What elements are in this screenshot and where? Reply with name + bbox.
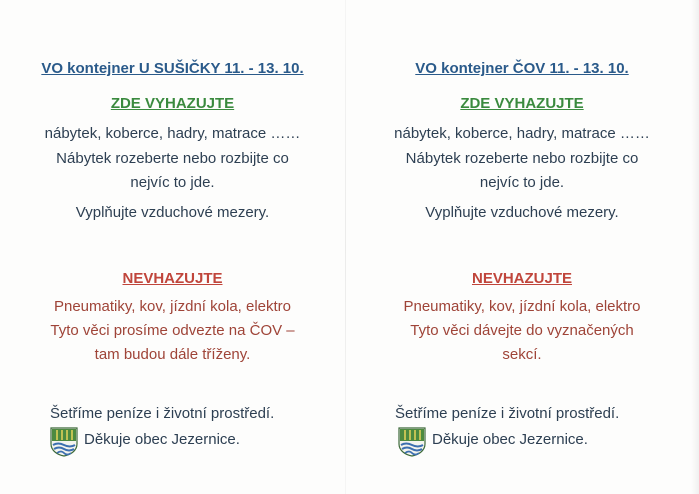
left-no-throw-line: Tyto věci prosíme odvezte na ČOV – [50,322,295,339]
right-throw-heading: ZDE VYHAZUJTE [460,95,584,112]
jezernice-coat-of-arms-icon [398,427,426,457]
right-throw-line: nábytek, koberce, hadry, matrace …… [394,125,650,142]
right-no-throw-heading: NEVHAZUJTE [471,270,572,287]
right-throw-line: nejvíc to jde. [479,174,565,191]
left-no-throw-line: tam budou dále tříženy. [94,346,251,363]
left-footer-thanks: Šetříme peníze i životní prostředí. [50,405,275,422]
left-container-heading: VO kontejner U SUŠIČKY 11. - 13. 10. [41,60,304,77]
right-container-heading: VO kontejner ČOV 11. - 13. 10. [415,60,629,77]
left-throw-line: Nábytek rozeberte nebo rozbijte co [56,150,289,167]
right-throw-line: Vyplňujte vzduchové mezery. [425,204,619,221]
right-throw-line: Nábytek rozeberte nebo rozbijte co [405,150,639,167]
left-throw-line: nábytek, koberce, hadry, matrace …… [44,125,301,142]
left-throw-line: nejvíc to jde. [130,174,215,191]
right-footer-village: Děkuje obec Jezernice. [432,431,588,448]
left-notice [0,0,345,494]
right-notice [345,0,699,494]
left-footer-village: Děkuje obec Jezernice. [84,431,240,448]
right-footer-thanks: Šetříme peníze i životní prostředí. [395,405,620,422]
left-no-throw-heading: NEVHAZUJTE [122,270,223,287]
right-no-throw-line: sekcí. [502,346,542,363]
jezernice-coat-of-arms-icon [50,427,78,457]
left-throw-line: Vyplňujte vzduchové mezery. [75,204,270,221]
right-no-throw-line: Tyto věci dávejte do vyznačených [410,322,634,339]
right-no-throw-line: Pneumatiky, kov, jízdní kola, elektro [403,298,641,315]
left-throw-heading: ZDE VYHAZUJTE [110,95,235,112]
left-no-throw-line: Pneumatiky, kov, jízdní kola, elektro [53,298,292,315]
